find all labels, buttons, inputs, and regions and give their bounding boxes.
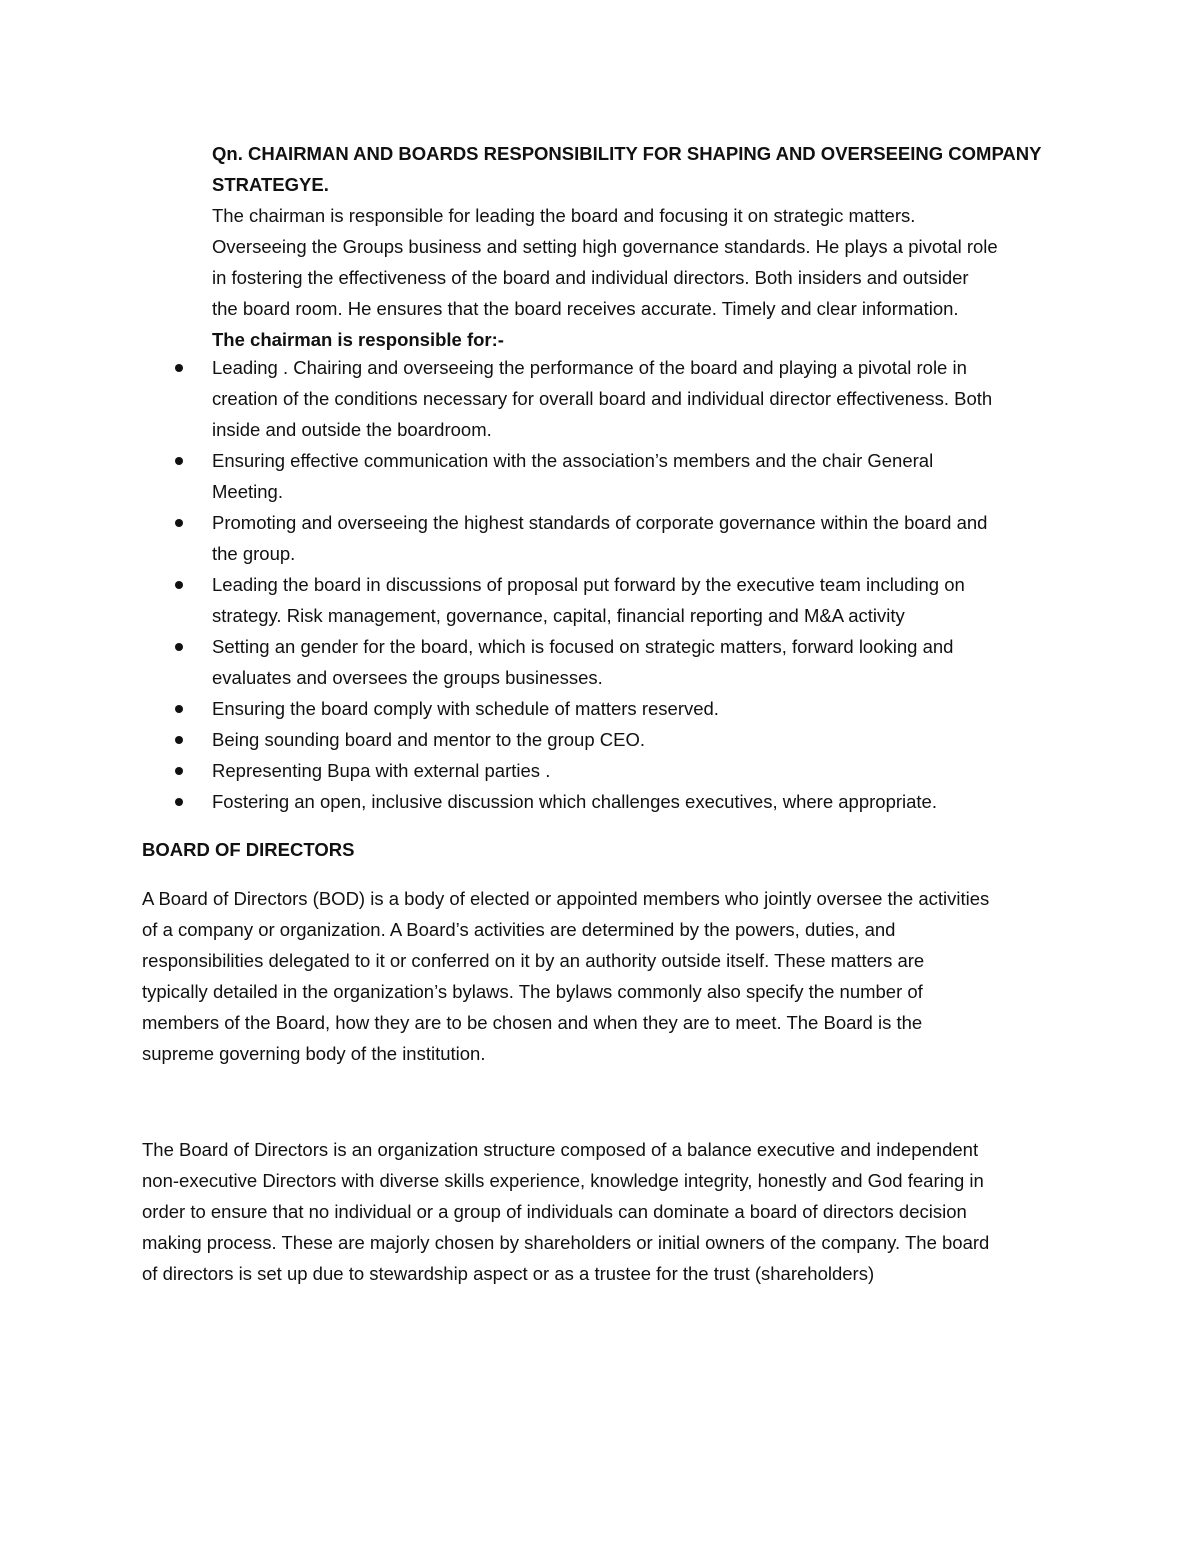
board-heading: BOARD OF DIRECTORS	[142, 839, 355, 860]
bullet-icon	[175, 364, 183, 372]
list-item-line: Being sounding board and mentor to the group CEO.	[212, 729, 645, 750]
bullet-icon	[175, 705, 183, 713]
question-heading-line-2: STRATEGYE.	[212, 174, 329, 195]
bullet-icon	[175, 767, 183, 775]
intro-line: the board room. He ensures that the board receives accurate. Timely and clear information.	[212, 298, 959, 319]
board-structure-paragraph	[142, 1134, 1072, 1289]
board-section-heading-wrap	[142, 834, 1072, 865]
paragraph-line: responsibilities delegated to it or conferred on it by an authority outside itself. These matters are	[142, 950, 925, 971]
paragraph-line: A Board of Directors (BOD) is a body of elected or appointed members who jointly oversee the activities	[142, 888, 990, 909]
paragraph-line: of directors is set up due to stewardship aspect or as a trustee for the trust (shareholders)	[142, 1263, 875, 1284]
list-item	[212, 631, 1072, 693]
board-definition-paragraph	[142, 883, 1072, 1069]
paragraph-line: non-executive Directors with diverse skills experience, knowledge integrity, honestly and God fearing in	[142, 1170, 984, 1191]
list-item-line: Meeting.	[212, 481, 283, 502]
list-item-line: Fostering an open, inclusive discussion which challenges executives, where appropriate.	[212, 791, 937, 812]
list-item-line: Ensuring effective communication with the association’s members and the chair General	[212, 450, 934, 471]
paragraph-line: The Board of Directors is an organization structure composed of a balance executive and independent	[142, 1139, 979, 1160]
list-item-line: strategy. Risk management, governance, capital, financial reporting and M&A activity	[212, 605, 905, 626]
paragraph-line: typically detailed in the organization’s bylaws. The bylaws commonly also specify the number of	[142, 981, 923, 1002]
list-item-line: Representing Bupa with external parties .	[212, 760, 551, 781]
paragraph-line: of a company or organization. A Board’s activities are determined by the powers, duties, and	[142, 919, 896, 940]
list-item	[212, 569, 1072, 631]
paragraph-line: supreme governing body of the institution.	[142, 1043, 486, 1064]
intro-line: in fostering the effectiveness of the board and individual directors. Both insiders and outsider	[212, 267, 969, 288]
question-heading-line-1: Qn. CHAIRMAN AND BOARDS RESPONSIBILITY FOR SHAPING AND OVERSEEING COMPANY	[212, 143, 1042, 164]
bullet-icon	[175, 581, 183, 589]
paragraph-line: making process. These are majorly chosen by shareholders or initial owners of the company. The board	[142, 1232, 990, 1253]
responsibilities-list	[212, 352, 1072, 817]
responsible-heading: The chairman is responsible for:-	[212, 329, 504, 350]
list-item	[212, 755, 1072, 786]
list-item-line: inside and outside the boardroom.	[212, 419, 492, 440]
list-item	[212, 507, 1072, 569]
bullet-icon	[175, 643, 183, 651]
list-item-line: Ensuring the board comply with schedule of matters reserved.	[212, 698, 719, 719]
list-item	[212, 352, 1072, 445]
intro-line: The chairman is responsible for leading the board and focusing it on strategic matters.	[212, 205, 916, 226]
list-item	[212, 445, 1072, 507]
list-item-line: Setting an gender for the board, which is focused on strategic matters, forward looking and	[212, 636, 954, 657]
paragraph-line: members of the Board, how they are to be chosen and when they are to meet. The Board is the	[142, 1012, 923, 1033]
list-item-line: Promoting and overseeing the highest standards of corporate governance within the board and	[212, 512, 988, 533]
list-item-line: the group.	[212, 543, 296, 564]
list-item-line: Leading the board in discussions of proposal put forward by the executive team including on	[212, 574, 965, 595]
bullet-icon	[175, 519, 183, 527]
bullet-icon	[175, 798, 183, 806]
intro-line: Overseeing the Groups business and setting high governance standards. He plays a pivotal role	[212, 236, 998, 257]
list-item-line: evaluates and oversees the groups businesses.	[212, 667, 603, 688]
list-item	[212, 786, 1072, 817]
list-item-line: Leading . Chairing and overseeing the performance of the board and playing a pivotal role in	[212, 357, 967, 378]
question-section	[212, 138, 1072, 355]
bullet-icon	[175, 736, 183, 744]
list-item-line: creation of the conditions necessary for overall board and individual director effectiveness. Both	[212, 388, 993, 409]
list-item	[212, 693, 1072, 724]
bullet-icon	[175, 457, 183, 465]
paragraph-line: order to ensure that no individual or a group of individuals can dominate a board of directors decision	[142, 1201, 967, 1222]
list-item	[212, 724, 1072, 755]
